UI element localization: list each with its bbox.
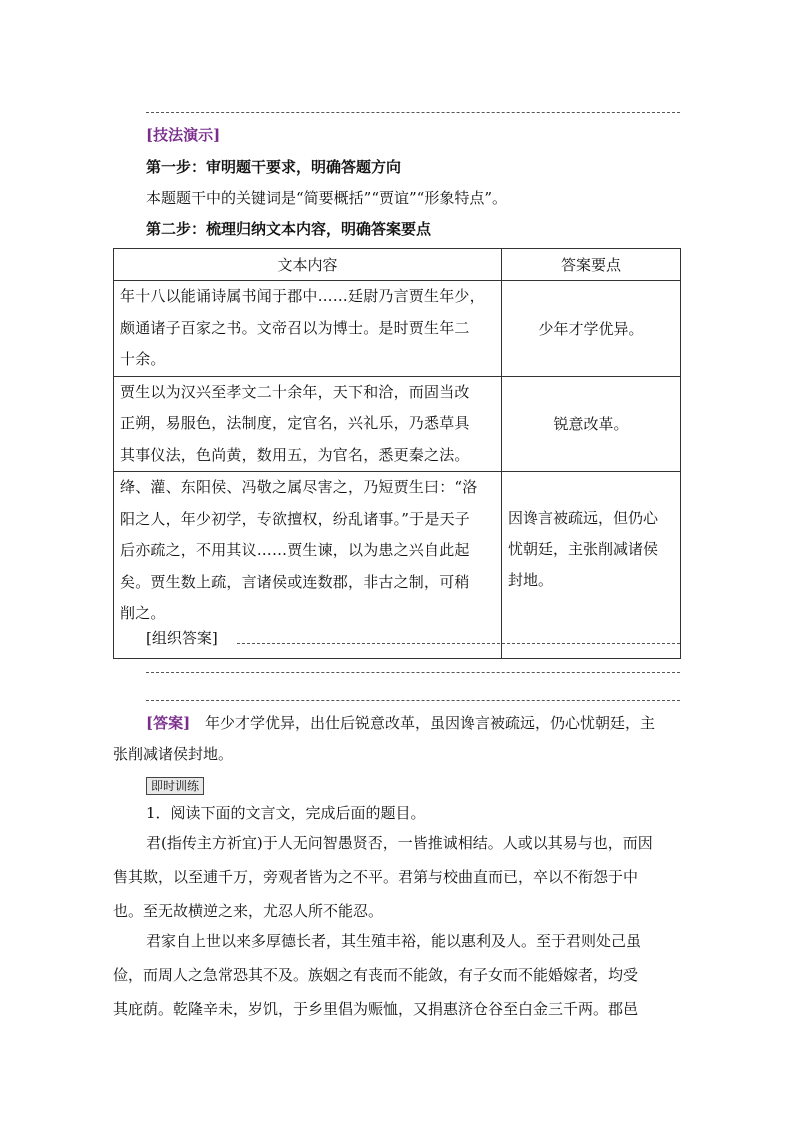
answer-dotted-line [237, 643, 680, 644]
text-line: 年十八以能诵诗属书闻于郡中……廷尉乃言贾生年少， [120, 287, 485, 305]
answer-text-1: 年少才学优异，出仕后锐意改革，虽因谗言被疏远，仍心忧朝廷，主 [204, 714, 655, 732]
passage-line: 售其欺，以至逋千万，旁观者皆为之不平。君第与校曲直而已，卒以不衔怨于中 [113, 868, 639, 886]
text-line: 其事仪法，色尚黄，数用五，为官名，悉更秦之法。 [120, 445, 470, 464]
answer-line-2: 张削减诸侯封地。 [113, 745, 234, 763]
row-text-cell [114, 376, 502, 472]
answer-text: 锐意改革。 [553, 415, 629, 434]
technique-heading: [技法演示] [146, 126, 221, 144]
passage-line: 君(指传主方祈宜)于人无问智愚贤否，一皆推诚相结。人或以其易与也，而因 [146, 834, 653, 852]
table-header-row [114, 249, 681, 281]
practice-question: 1．阅读下面的文言文，完成后面的题目。 [146, 804, 426, 822]
row-answer-cell [502, 472, 681, 659]
table-row [114, 281, 681, 377]
header-text-content: 文本内容 [114, 249, 502, 281]
passage-line: 也。至无故横逆之来，尤忍人所不能忍。 [113, 902, 384, 920]
text-line: 正朔，易服色，法制度，定官名，兴礼乐，乃悉草具 [120, 414, 470, 432]
answer-dotted-line [146, 700, 680, 701]
answer-text: 少年才学优异。 [538, 319, 644, 338]
text-line: 十余。 [120, 350, 166, 368]
passage-line: 君家自上世以来多厚德长者，其生殖丰裕，能以惠利及人。至于君则处己虽 [146, 932, 642, 950]
top-dotted-divider [146, 112, 680, 113]
text-line: 颇通诸子百家之书。文帝召以为博士。是时贾生年二 [120, 318, 470, 337]
text-line: 贾生以为汉兴至孝文二十余年，天下和洽，而固当改 [120, 382, 470, 401]
text-line: 矣。贾生数上疏，言诸侯或连数郡，非古之制，可稍 [120, 572, 470, 591]
step1-text: 第一步：审明题干要求，明确答题方向 [146, 158, 402, 176]
answer-text: 封地。 [508, 571, 554, 589]
text-line: 后亦疏之，不用其议……贾生谏，以为患之兴自此起 [120, 541, 470, 559]
passage-paragraph-2 [113, 924, 683, 1026]
text-line: 阳之人，年少初学，专欲擅权，纷乱诸事。”于是天子 [120, 509, 470, 528]
table-row [114, 376, 681, 472]
practice-badge: 即时训练 [146, 777, 204, 795]
keyword-line: 本题题干中的关键词是“简要概括”“贾谊”“形象特点”。 [146, 189, 508, 207]
answer-text: 忧朝廷，主张削减诸侯 [508, 540, 659, 558]
header-answer-points: 答案要点 [502, 249, 681, 281]
organize-answer-label: [组织答案] [146, 629, 218, 647]
analysis-table [113, 248, 681, 659]
row-answer-cell [502, 281, 681, 377]
answer-line-1 [146, 712, 655, 733]
answer-tag: [答案] [146, 714, 191, 732]
answer-dotted-line [146, 672, 680, 673]
passage-line: 俭，而周人之急常恐其不及。族姻之有丧而不能敛，有子女而不能婚嫁者，均受 [113, 966, 639, 984]
text-line: 削之。 [120, 604, 166, 622]
row-text-cell [114, 281, 502, 377]
row-answer-cell [502, 376, 681, 472]
step2-text: 第二步：梳理归纳文本内容，明确答案要点 [146, 220, 432, 238]
passage-line: 其庇荫。乾隆辛未，岁饥，于乡里倡为赈恤，又捐惠济仓谷至白金三千两。郡邑 [113, 1000, 639, 1018]
answer-text: 因谗言被疏远，但仍心 [508, 509, 659, 527]
text-line: 绛、灌、东阳侯、冯敬之属尽害之，乃短贾生曰：“洛 [120, 478, 478, 496]
passage-paragraph-1 [113, 826, 683, 928]
